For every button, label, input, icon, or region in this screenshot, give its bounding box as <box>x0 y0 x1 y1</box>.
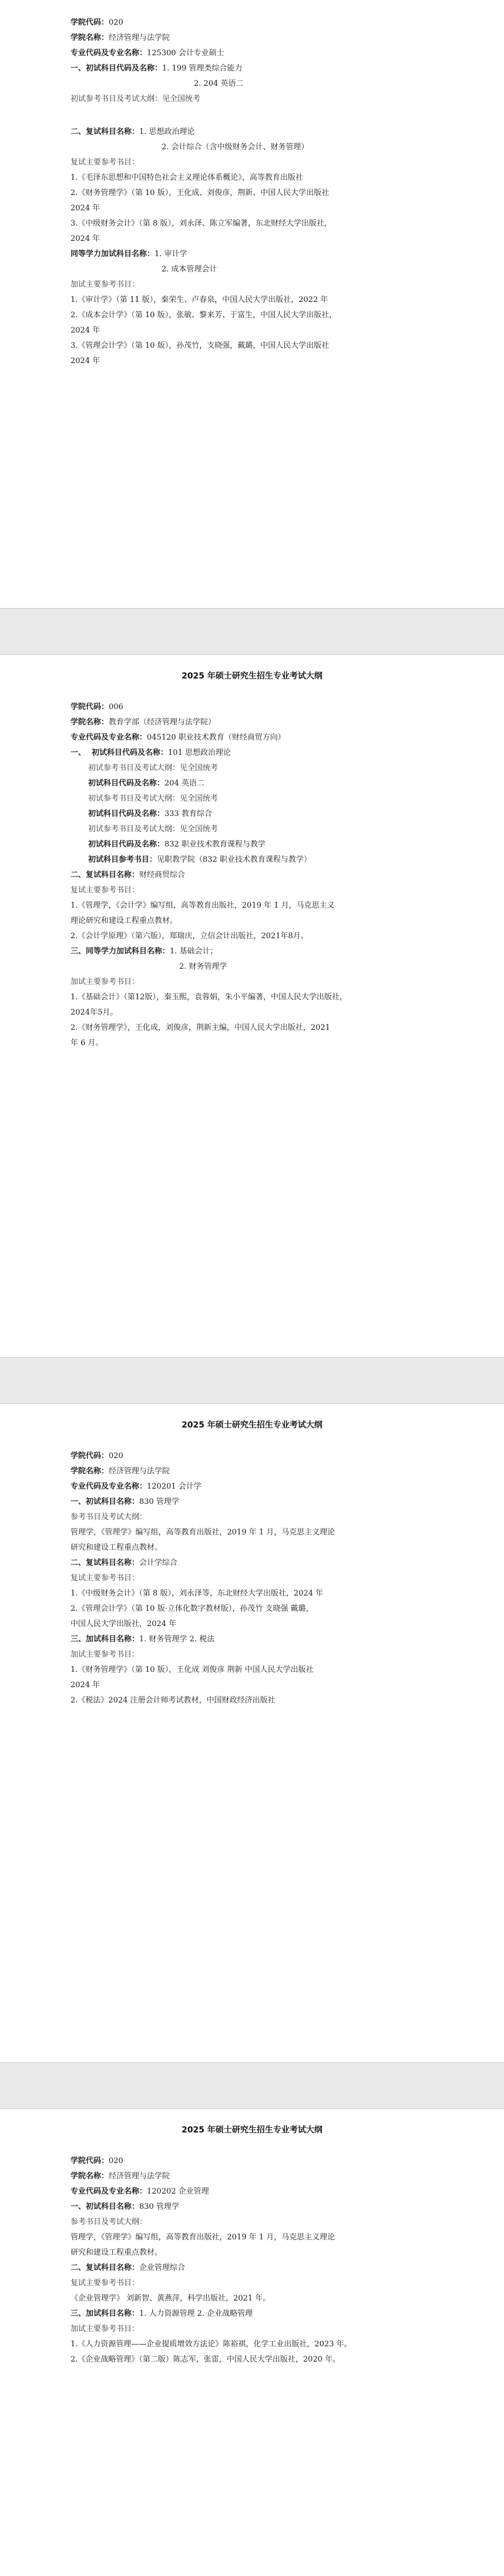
ref-book-1: 管理学，《管理学》编写组，高等教育出版社，2019 年 1 月，马克思主义理论 <box>70 2233 335 2242</box>
major-line <box>70 1482 201 1492</box>
retest-book-1-cont: 理论研究和建设工程重点教材。 <box>70 916 178 925</box>
equiv-book-1: 1.《基础会计》（第12版），秦玉熙，袁蓉娟，朱小平编著，中国人民大学出版社， <box>70 993 347 1002</box>
retest-label: 二、复试科目名称： <box>70 127 140 136</box>
retest-subject-1: 1. 思想政治理论 <box>139 127 195 136</box>
initial-subject-value: 101 思想政治理论 <box>168 748 231 757</box>
page-4 <box>0 2109 504 2576</box>
retest-books-label: 复试主要参考书目： <box>70 1574 140 1583</box>
school-code-label: 学院代码： <box>70 1452 109 1460</box>
equiv-book-2-cont: 年 6 月。 <box>70 1039 103 1047</box>
initial-subject-label: 初试科目代码及名称： <box>88 840 165 849</box>
retest-subject: 财经商贸综合 <box>139 871 186 879</box>
equiv-label: 三、加试科目名称： <box>70 1635 140 1644</box>
initial-ref: 初试参考书目及考试大纲：见全国统考 <box>88 825 219 834</box>
initial-subject-label: 初试科目代码及名称： <box>88 779 165 788</box>
ref-book-1: 管理学，《管理学》编写组，高等教育出版社，2019 年 1 月，马克思主义理论 <box>70 1528 335 1537</box>
initial-line-3 <box>88 809 212 820</box>
school-code-line <box>70 2156 123 2167</box>
equiv-book-2: 2.《企业战略管理》（第二版）陈志军，张雷，中国人民大学出版社，2020 年。 <box>70 2355 341 2364</box>
initial-ref-line <box>88 855 311 865</box>
equiv-line <box>70 2309 253 2319</box>
major-label: 专业代码及专业名称： <box>70 733 147 742</box>
school-name-line <box>70 33 170 43</box>
retest-book-2-year: 2024 年 <box>70 204 100 213</box>
equiv-book-2: 2.《财务管理学》，王化成，刘俊彦，荆新主编，中国人民大学出版社，2021 <box>70 1023 330 1032</box>
initial-line-2 <box>88 778 204 789</box>
initial-subject-value: 204 英语二 <box>164 779 204 788</box>
page-2 <box>0 655 504 1357</box>
retest-books-label: 复试主要参考书目： <box>70 158 140 167</box>
page-1 <box>0 0 504 608</box>
retest-book-2: 2.《财务管理学》（第 10 版），王化成、刘俊彦，荆新、中国人民大学出版社 <box>70 189 330 197</box>
school-code-label: 学院代码： <box>70 703 109 711</box>
equiv-books-label: 加试主要参考书目： <box>70 1650 140 1659</box>
equiv-books-label: 加试主要参考书目： <box>70 280 140 289</box>
initial-ref-label: 初试科目参考书目： <box>88 855 157 864</box>
equiv-book-1: 1.《审计学》（第 11 版），秦荣生、卢春泉，中国人民大学出版社，2022 年 <box>70 295 328 304</box>
equiv-subjects: 1. 人力资源管理 2. 企业战略管理 <box>139 2309 253 2318</box>
equiv-book-1-cont: 2024年5月。 <box>70 1008 118 1017</box>
major-line <box>70 733 285 743</box>
initial-label: 一、初试科目名称： <box>70 2202 140 2211</box>
initial-line-4 <box>88 839 266 850</box>
school-name-label: 学院名称： <box>70 2172 109 2181</box>
equiv-books-label: 加试主要参考书目： <box>70 978 140 986</box>
retest-book-1: 《企业管理学》 刘新智、黄燕萍，科学出版社，2021 年。 <box>70 2294 271 2303</box>
initial-subject-1: 1. 199 管理类综合能力 <box>162 64 243 73</box>
school-code: 006 <box>109 703 123 711</box>
equiv-books-label: 加试主要参考书目： <box>70 2325 140 2333</box>
initial-ref: 初试参考书目及考试大纲：见全国统考 <box>88 794 219 803</box>
school-name-label: 学院名称： <box>70 718 109 727</box>
major-label: 专业代码及专业名称： <box>70 2187 147 2196</box>
initial-subject-line <box>70 63 243 74</box>
initial-line <box>70 1497 179 1507</box>
initial-ref: 见职教学院（832 职业技术教育课程与教学） <box>157 855 311 864</box>
initial-label: 一、初试科目名称： <box>70 1497 140 1506</box>
retest-books-label: 复试主要参考书目： <box>70 2279 140 2288</box>
initial-ref: 初试参考书目及考试大纲：见全国统考 <box>88 764 219 773</box>
retest-book-1: 1.《中级财务会计》（第 8 版），刘永泽等，东北财经大学出版社，2024 年 <box>70 1589 324 1598</box>
retest-books-label: 复试主要参考书目： <box>70 886 140 895</box>
initial-line <box>70 2202 179 2212</box>
retest-book-1: 1.《管理学，《会计学》编写组，高等教育出版社，2019 年 1 月，马克思主义 <box>70 901 335 910</box>
equiv-label: 三、加试科目名称： <box>70 2309 140 2318</box>
retest-line <box>70 870 185 881</box>
equiv-subject-2: 2. 财务管理学 <box>179 962 227 971</box>
school-name-label: 学院名称： <box>70 1467 109 1476</box>
school-name-line <box>70 2171 170 2182</box>
equiv-book-1: 1.《财务管理学》（第 10 版），王化成 刘俊彦 荆新 中国人民大学出版社 <box>70 1665 314 1674</box>
equiv-label: 同等学力加试科目名称： <box>70 250 155 258</box>
retest-book-2: 2.《管理会计学》（第 10 版·立体化数字教材版），孙茂竹 支晓强 戴璐， <box>70 1604 314 1613</box>
major: 120202 企业管理 <box>147 2187 209 2196</box>
initial-subject-value: 333 教育综合 <box>164 810 212 818</box>
equiv-book-3-year: 2024 年 <box>70 357 100 365</box>
retest-book-3: 3.《中级财务会计》（第 8 版），刘永泽、陈立军编著，东北财经大学出版社， <box>70 219 332 228</box>
retest-label: 二、复试科目名称： <box>70 2263 140 2272</box>
school-name: 教育学部（经济管理与法学院） <box>109 718 216 727</box>
school-name: 经济管理与法学院 <box>109 33 170 42</box>
school-name-label: 学院名称： <box>70 33 109 42</box>
major-label: 专业代码及专业名称： <box>70 1482 147 1491</box>
page-title: 2025 年硕士研究生招生专业考试大纲 <box>182 1420 322 1430</box>
retest-book-2: 2.《会计学原理》（第六版），郑瑞庆，立信会计出版社，2021年8月。 <box>70 932 308 941</box>
school-code-line <box>70 1451 123 1462</box>
page-gap-3 <box>0 2062 504 2109</box>
retest-line <box>70 127 195 137</box>
school-name-line <box>70 717 216 728</box>
initial-label: 一、初试科目代码及名称： <box>70 64 163 73</box>
initial-subject-label: 初试科目代码及名称： <box>88 810 165 818</box>
school-code-label: 学院代码： <box>70 18 109 27</box>
school-code: 020 <box>109 1452 123 1460</box>
equiv-book-2: 2.《税法》2024 注册会计师考试教材，中国财政经济出版社 <box>70 1696 275 1705</box>
equiv-subject-1: 1. 审计学 <box>154 250 187 258</box>
page-title: 2025 年硕士研究生招生专业考试大纲 <box>182 2125 322 2135</box>
major-line <box>70 48 224 59</box>
equiv-subject-1: 1. 基础会计； <box>170 947 218 956</box>
initial-subject: 830 管理学 <box>139 1497 179 1506</box>
retest-label: 二、复试科目名称： <box>70 871 140 879</box>
retest-book-2-cont: 中国人民大学出版社，2024 年 <box>70 1620 177 1628</box>
equiv-book-3: 3.《管理会计学》（第 10 版），孙茂竹，支晓强，戴璐，中国人民大学出版社 <box>70 341 330 350</box>
equiv-line <box>70 1634 214 1645</box>
school-code-line <box>70 702 123 713</box>
retest-subject-2: 2. 会计综合（含中级财务会计、财务管理） <box>162 143 309 152</box>
ref-label: 参考书目及考试大纲： <box>70 1513 147 1522</box>
retest-label: 二、复试科目名称： <box>70 1559 140 1567</box>
equiv-label: 三、同等学力加试科目名称： <box>70 947 170 956</box>
school-name-line <box>70 1466 170 1477</box>
equiv-book-1-cont: 2024 年 <box>70 1681 100 1690</box>
school-code: 020 <box>109 18 123 27</box>
retest-subject: 会计学综合 <box>139 1559 178 1567</box>
major: 120201 会计学 <box>147 1482 201 1491</box>
equiv-book-2: 2.《成本会计学》（第 10 版），张敏、黎来芳、于富生，中国人民大学出版社， <box>70 311 337 320</box>
page-gap-1 <box>0 608 504 655</box>
initial-line-1 <box>70 748 231 758</box>
ref-book-1-cont: 研究和建设工程重点教材。 <box>70 2248 163 2257</box>
school-name: 经济管理与法学院 <box>109 1467 170 1476</box>
retest-line <box>70 1558 177 1569</box>
equiv-line <box>70 249 187 260</box>
page-title: 2025 年硕士研究生招生专业考试大纲 <box>182 671 322 681</box>
initial-label: 一、 <box>70 748 86 757</box>
school-code: 020 <box>109 2157 123 2165</box>
retest-subject: 企业管理综合 <box>139 2263 186 2272</box>
ref-book-1-cont: 研究和建设工程重点教材。 <box>70 1543 163 1552</box>
ref-label: 参考书目及考试大纲： <box>70 2218 147 2226</box>
equiv-book-2-year: 2024 年 <box>70 326 100 335</box>
retest-line <box>70 2263 185 2273</box>
equiv-book-1: 1.《人力资源管理——企业提质增效方法论》陈裕祺，化学工业出版社，2023 年。 <box>70 2340 352 2349</box>
initial-subject-label: 初试科目代码及名称： <box>92 748 169 757</box>
school-code-line <box>70 18 123 28</box>
initial-subject: 830 管理学 <box>139 2202 179 2211</box>
initial-outline: 初试参考书目及考试大纲：见全国统考 <box>70 95 201 103</box>
major: 045120 职业技术教育（财经商贸方向） <box>147 733 285 742</box>
retest-book-3-year: 2024 年 <box>70 234 100 243</box>
retest-book-1: 1.《毛泽东思想和中国特色社会主义理论体系概论》，高等教育出版社 <box>70 173 303 182</box>
equiv-subject-2: 2. 成本管理会计 <box>162 265 217 274</box>
equiv-subjects: 1. 财务管理学 2. 税法 <box>139 1635 215 1644</box>
equiv-line <box>70 946 218 957</box>
initial-subject-value: 832 职业技术教育课程与教学 <box>164 840 266 849</box>
school-code-label: 学院代码： <box>70 2157 109 2165</box>
major-label: 专业代码及专业名称： <box>70 49 147 58</box>
page-3 <box>0 1404 504 2062</box>
major: 125300 会计专业硕士 <box>147 49 224 58</box>
page-gap-2 <box>0 1357 504 1404</box>
major-line <box>70 2187 209 2197</box>
initial-subject-2: 2. 204 英语二 <box>194 79 244 88</box>
school-name: 经济管理与法学院 <box>109 2172 170 2181</box>
